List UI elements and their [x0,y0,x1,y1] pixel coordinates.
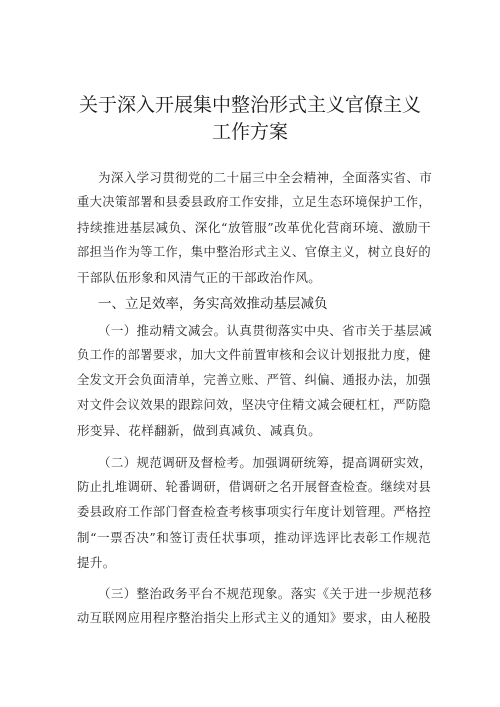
item-3-line: （三）整治政务平台不规范现象。落实《关于进一步规范移 [98,586,433,601]
item-1-line: 负工作的部署要求，加大文件前置审核和会议计划报批力度，健 [77,348,431,362]
intro-line: 为深入学习贯彻党的二十届三中全会精神，全面落实省、市 [98,170,433,185]
item-1-line: （一）推动精文减会。认真贯彻落实中央、省市关于基层减 [98,323,433,338]
item-2-line: 制“一票否决”和签订责任状事项，推动评选评比表彰工作规范 [77,530,431,545]
intro-line: 干部队伍形象和风清气正的干部政治作风。 [77,270,322,285]
item-1-line: 形变异、花样翻新，做到真减负、减真负。 [77,423,322,438]
item-2-line: 提升。 [77,555,116,570]
item-3-line: 动互联网应用程序整治指尖上形式主义的通知》要求，由人秘股 [77,611,431,625]
intro-line: 持续推进基层减负、深化“放管服”改革优化营商环境、激励干 [77,220,431,235]
intro-line: 重大决策部署和县委县政府工作安排，立足生态环境保护工作， [77,195,431,209]
item-1-line: 全发文开会负面清单，完善立账、严管、纠偏、通报办法，加强 [77,373,431,387]
item-2-line: （二）规范调研及督检考。加强调研统筹，提高调研实效， [98,455,433,470]
section-heading: 一、立足效率，务实高效推动基层减负 [98,296,328,312]
item-1-line: 对文件会议效果的跟踪问效，坚决守住精文减会硬杠杠，严防隐 [77,398,431,412]
intro-line: 部担当作为等工作，集中整治形式主义、官僚主义，树立良好的 [77,245,431,259]
item-2-line: 防止扎堆调研、轮番调研，借调研之名开展督查检查。继续对县 [77,480,431,494]
item-2-line: 委县政府工作部门督查检查考核事项实行年度计划管理。严格控 [77,505,431,519]
document-title-line-2: 工作方案 [211,121,288,143]
document-title-line-1: 关于深入开展集中整治形式主义官僚主义 [78,94,421,116]
